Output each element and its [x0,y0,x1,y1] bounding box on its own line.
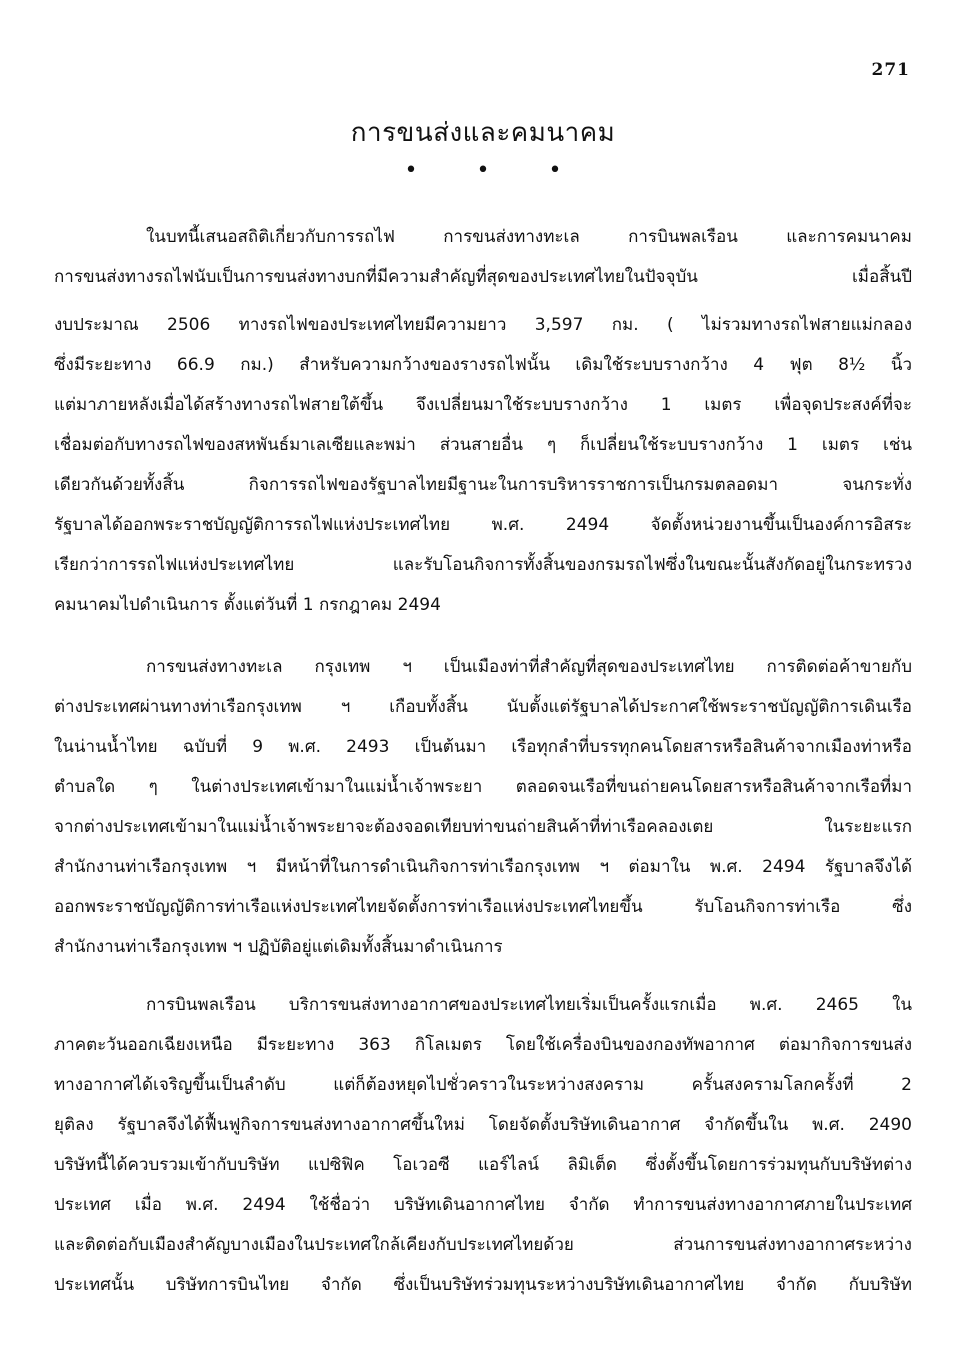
text-line: ตำบลใด ๆ ในต่างประเทศเข้ามาในแม่น้ำเจ้าพระยา ตลอดจนเรือที่ขนถ่ายคนโดยสารหรือสินค้าจากเรือที่มา [54,777,912,797]
text-line: รัฐบาลได้ออกพระราชบัญญัติการรถไฟแห่งประเทศไทย พ.ศ. 2494 จัดตั้งหน่วยงานขึ้นเป็นองค์การอิสระ [54,515,912,535]
text-line: การขนส่งทางรถไฟนับเป็นการขนส่งทางบกที่มีความสำคัญที่สุดของประเทศไทยในปัจจุบัน เมื่อสิ้นปี [54,267,912,287]
text-line: คมนาคมไปดำเนินการ ตั้งแต่วันที่ 1 กรกฎาคม 2494 [54,595,441,615]
text-line: ออกพระราชบัญญัติการท่าเรือแห่งประเทศไทยจัดตั้งการท่าเรือแห่งประเทศไทยขึ้น รับโอนกิจการท่าเรือ ซึ่ง [54,897,912,917]
text-line: ในบทนี้เสนอสถิติเกี่ยวกับการรถไฟ การขนส่งทางทะเล การบินพลเรือน และการคมนาคม [146,227,912,247]
text-line: และติดต่อกับเมืองสำคัญบางเมืองในประเทศใกล้เคียงกับประเทศไทยด้วย ส่วนการขนส่งทางอากาศระหว่าง [54,1235,912,1255]
text-line: ต่างประเทศผ่านทางท่าเรือกรุงเทพ ฯ เกือบทั้งสิ้น นับตั้งแต่รัฐบาลได้ประกาศใช้พระราชบัญญัติการเดินเรือ [54,697,912,717]
text-line: เดียวกันด้วยทั้งสิ้น กิจการรถไฟของรัฐบาลไทยมีฐานะในการบริหารราชการเป็นกรมตลอดมา จนกระทั่ง [54,475,912,495]
text-line: สำนักงานท่าเรือกรุงเทพ ฯ มีหน้าที่ในการดำเนินกิจการท่าเรือกรุงเทพ ฯ ต่อมาใน พ.ศ. 2494 รัฐบาลจึงได้ [54,857,912,877]
text-line: จากต่างประเทศเข้ามาในแม่น้ำเจ้าพระยาจะต้องจอดเทียบท่าขนถ่ายสินค้าที่ท่าเรือคลองเตย ในระยะแรก [54,817,912,837]
text-line: ซึ่งมีระยะทาง 66.9 กม.) สำหรับความกว้างของรางรถไฟนั้น เดิมใช้ระบบรางกว้าง 4 ฟุต 8½ นิ้ว [54,355,912,375]
text-line: บริษัทนี้ได้ควบรวมเข้ากับบริษัท แปซิฟิค โอเวอซี แอร์ไลน์ ลิมิเต็ด ซึ่งตั้งขึ้นโดยการร่วมทุนกับบริษัทต่าง [54,1155,912,1175]
text-line: แต่มาภายหลังเมื่อได้สร้างทางรถไฟสายใต้ขึ้น จึงเปลี่ยนมาใช้ระบบรางกว้าง 1 เมตร เพื่อจุดประสงค์ที่จะ [54,395,912,415]
text-line: เรียกว่าการรถไฟแห่งประเทศไทย และรับโอนกิจการทั้งสิ้นของกรมรถไฟซึ่งในขณะนั้นสังกัดอยู่ในกระทรวง [54,555,912,575]
page-number: 271 [871,60,910,80]
text-line: การบินพลเรือน บริการขนส่งทางอากาศของประเทศไทยเริ่มเป็นครั้งแรกเมื่อ พ.ศ. 2465 ใน [146,995,912,1015]
text-line: เชื่อมต่อกับทางรถไฟของสหพันธ์มาเลเซียและพม่า ส่วนสายอื่น ๆ ก็เปลี่ยนใช้ระบบรางกว้าง 1 เมตร เช่น [54,435,912,455]
title-ornament: • • • [404,158,588,183]
text-line: สำนักงานท่าเรือกรุงเทพ ฯ ปฏิบัติอยู่แต่เดิมทั้งสิ้นมาดำเนินการ [54,937,503,957]
text-line: ภาคตะวันออกเฉียงเหนือ มีระยะทาง 363 กิโลเมตร โดยใช้เครื่องบินของกองทัพอากาศ ต่อมากิจการขนส่ง [54,1035,912,1055]
text-line: ในน่านน้ำไทย ฉบับที่ 9 พ.ศ. 2493 เป็นต้นมา เรือทุกลำที่บรรทุกคนโดยสารหรือสินค้าจากเมืองท่าหรือ [54,737,912,757]
text-line: ประเทศ เมื่อ พ.ศ. 2494 ใช้ชื่อว่า บริษัทเดินอากาศไทย จำกัด ทำการขนส่งทางอากาศภายในประเทศ [54,1195,912,1215]
text-line: งบประมาณ 2506 ทางรถไฟของประเทศไทยมีความยาว 3,597 กม. ( ไม่รวมทางรถไฟสายแม่กลอง [54,315,912,335]
text-line: การขนส่งทางทะเล กรุงเทพ ฯ เป็นเมืองท่าที่สำคัญที่สุดของประเทศไทย การติดต่อค้าขายกับ [146,657,912,677]
text-line: ทางอากาศได้เจริญขึ้นเป็นลำดับ แต่ก็ต้องหยุดไปชั่วคราวในระหว่างสงคราม ครั้นสงครามโลกครั้งที่ 2 [54,1075,912,1095]
page-title: การขนส่งและคมนาคม [350,118,616,148]
text-line: ประเทศนั้น บริษัทการบินไทย จำกัด ซึ่งเป็นบริษัทร่วมทุนระหว่างบริษัทเดินอากาศไทย จำกัด กับบริษัท [54,1275,912,1295]
text-line: ยุติลง รัฐบาลจึงได้ฟื้นฟูกิจการขนส่งทางอากาศขึ้นใหม่ โดยจัดตั้งบริษัทเดินอากาศ จำกัดขึ้นใน พ.ศ. 2490 [54,1115,912,1135]
